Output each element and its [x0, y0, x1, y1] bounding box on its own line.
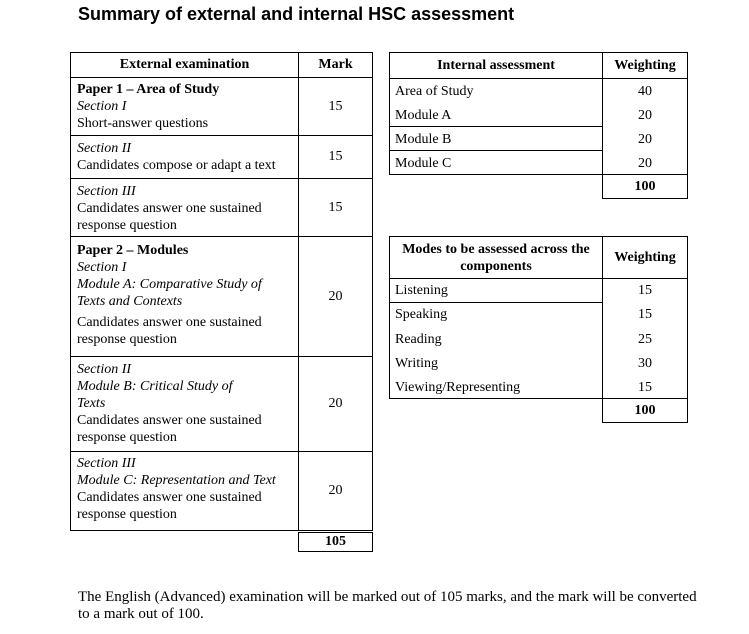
external-row-3 [70, 178, 299, 237]
internal-row-4-value: 20 [638, 156, 652, 171]
modes-row-1-label: Listening [395, 283, 448, 298]
internal-row-2-value: 20 [638, 108, 652, 123]
external-row-1 [70, 77, 299, 136]
internal-row-3-label: Module B [395, 132, 452, 147]
modes-row-2-label: Speaking [395, 307, 448, 322]
external-total: 105 [298, 532, 373, 552]
external-row-3-line-2: Candidates answer one sustained [77, 201, 262, 216]
external-row-3-line-3: response question [77, 218, 177, 233]
external-row-4-line-1: Paper 2 – Modules [77, 243, 189, 258]
external-row-2 [70, 135, 299, 179]
external-row-6-line-4: response question [77, 507, 177, 522]
internal-divider [389, 126, 603, 127]
external-row-5-line-2: Module B: Critical Study of [77, 379, 233, 394]
modes-divider [389, 302, 603, 303]
external-row-6 [70, 451, 299, 531]
external-row-4-line-2: Section I [77, 260, 127, 275]
modes-row-5-value: 15 [638, 380, 652, 395]
external-row-1-mark: 15 [298, 77, 373, 136]
external-row-6-line-2: Module C: Representation and Text [77, 473, 276, 488]
external-row-4-line-5: Candidates answer one sustained [77, 315, 262, 330]
page-title: Summary of external and internal HSC assessment [78, 4, 515, 24]
internal-header-weighting: Weighting [602, 52, 688, 79]
internal-row-3-value: 20 [638, 132, 652, 147]
modes-row-2-value: 15 [638, 307, 652, 322]
external-row-1-line-1: Paper 1 – Area of Study [77, 82, 220, 97]
external-row-4-line-3: Module A: Comparative Study of [77, 277, 262, 292]
external-row-5-line-5: response question [77, 430, 177, 445]
modes-row-4-label: Writing [395, 356, 438, 371]
external-row-4-mark: 20 [298, 236, 373, 357]
external-row-5 [70, 356, 299, 452]
internal-total: 100 [602, 174, 688, 199]
external-row-5-line-3: Texts [77, 396, 106, 411]
internal-row-1-label: Area of Study [395, 84, 474, 99]
internal-divider [389, 150, 603, 151]
modes-row-4-value: 30 [638, 356, 652, 371]
internal-header-label: Internal assessment [389, 52, 603, 79]
modes-row-3-label: Reading [395, 332, 442, 347]
internal-row-2-label: Module A [395, 108, 452, 123]
modes-header-label: Modes to be assessed across the components [389, 236, 603, 279]
external-row-5-line-4: Candidates answer one sustained [77, 413, 262, 428]
modes-total: 100 [602, 398, 688, 423]
internal-row-1-value: 40 [638, 84, 652, 99]
modes-row-5-label: Viewing/Representing [395, 380, 521, 395]
external-row-2-line-2: Candidates compose or adapt a text [77, 158, 276, 173]
modes-row-3-value: 25 [638, 332, 652, 347]
external-row-3-line-1: Section III [77, 184, 136, 199]
external-row-4-line-4: Texts and Contexts [77, 294, 183, 309]
external-row-5-line-1: Section II [77, 362, 132, 377]
external-row-6-mark: 20 [298, 451, 373, 531]
external-row-2-mark: 15 [298, 135, 373, 179]
footer-note: The English (Advanced) examination will be marked out of 105 marks, and the mark will be converted to a mark out of 100. [78, 589, 697, 622]
internal-row-4-label: Module C [395, 156, 452, 171]
external-header-label: External examination [70, 52, 299, 78]
external-header-mark: Mark [298, 52, 373, 78]
external-row-1-line-3: Short-answer questions [77, 116, 209, 131]
external-row-1-line-2: Section I [77, 99, 127, 114]
external-row-4 [70, 236, 299, 357]
external-row-4-line-6: response question [77, 332, 177, 347]
external-row-2-line-1: Section II [77, 141, 132, 156]
external-row-3-mark: 15 [298, 178, 373, 237]
modes-row-1-value: 15 [638, 283, 652, 298]
external-row-6-line-1: Section III [77, 456, 136, 471]
external-row-6-line-3: Candidates answer one sustained [77, 490, 262, 505]
external-row-5-mark: 20 [298, 356, 373, 452]
modes-header-weighting: Weighting [602, 236, 688, 279]
